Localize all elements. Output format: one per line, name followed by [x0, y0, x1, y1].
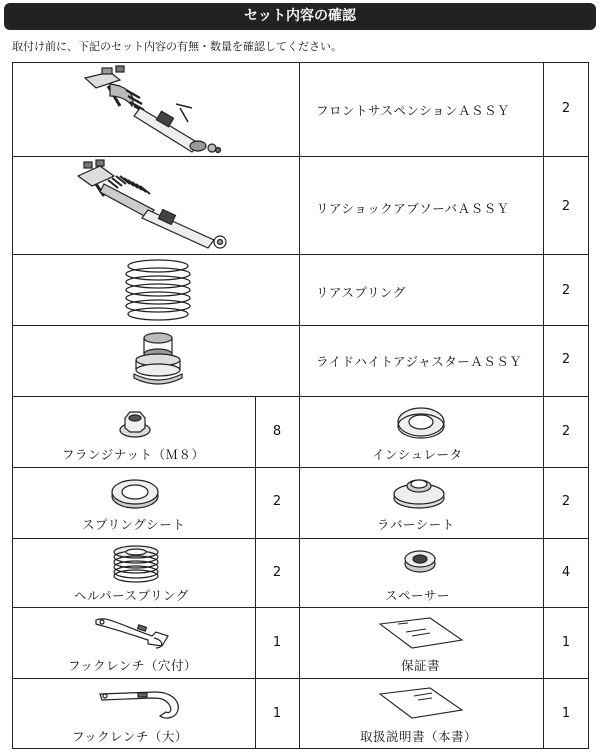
warranty-card-icon: [378, 616, 464, 650]
spring-seat-icon: [110, 476, 160, 510]
instruction-note: 取付け前に、下記のセット内容の有無・数量を確認してください。: [12, 40, 342, 53]
item-qty-rubber-seat: 2: [561, 494, 571, 509]
item-qty-insulator: 2: [561, 424, 571, 439]
flange-nut-icon: [118, 408, 152, 440]
item-name-rear-shock: リアショックアブソーバＡＳＳＹ: [316, 201, 510, 216]
item-name-insulator: インシュレータ: [372, 447, 463, 462]
item-qty-hook-wrench-hole: 1: [272, 635, 282, 650]
item-name-manual: 取扱説明書（本書）: [360, 729, 478, 744]
item-name-hook-wrench-hole: フックレンチ（穴付）: [68, 658, 197, 673]
item-name-spacer: スペーサー: [385, 588, 451, 603]
item-qty-helper-spring: 2: [272, 565, 282, 580]
manual-icon: [378, 686, 464, 720]
item-qty-warranty: 1: [561, 635, 571, 650]
front-suspension-icon: [80, 66, 230, 154]
ride-height-adjuster-icon: [128, 330, 188, 392]
page-title: セット内容の確認: [4, 3, 596, 30]
rear-shock-icon: [74, 158, 234, 250]
item-name-rubber-seat: ラバーシート: [377, 517, 455, 532]
rear-spring-icon: [118, 258, 198, 324]
item-name-spring-seat: スプリングシート: [82, 517, 186, 532]
item-name-hook-wrench-large: フックレンチ（大）: [72, 729, 188, 744]
item-qty-rear-shock: 2: [561, 199, 571, 214]
item-qty-flange-nut: 8: [272, 424, 282, 439]
item-qty-hook-wrench-large: 1: [272, 706, 282, 721]
item-qty-rear-spring: 2: [561, 283, 571, 298]
item-name-rear-spring: リアスプリング: [316, 285, 406, 300]
insulator-icon: [396, 404, 446, 440]
spacer-icon: [403, 548, 437, 574]
item-qty-spacer: 4: [561, 565, 571, 580]
item-name-flange-nut: フランジナット（Ｍ８）: [62, 447, 205, 462]
helper-spring-icon: [112, 544, 160, 584]
item-name-front-suspension: フロントサスペンションＡＳＳＹ: [316, 103, 510, 118]
hook-wrench-large-icon: [96, 684, 182, 722]
rubber-seat-icon: [392, 474, 446, 510]
item-qty-front-suspension: 2: [561, 101, 571, 116]
item-name-helper-spring: ヘルパースプリング: [74, 588, 189, 603]
item-qty-spring-seat: 2: [272, 494, 282, 509]
hook-wrench-hole-icon: [92, 612, 172, 652]
item-name-ride-height-adjuster: ライドハイトアジャスターＡＳＳＹ: [316, 354, 523, 369]
item-qty-manual: 1: [561, 706, 571, 721]
item-qty-ride-height-adjuster: 2: [561, 352, 571, 367]
item-name-warranty: 保証書: [401, 658, 441, 673]
